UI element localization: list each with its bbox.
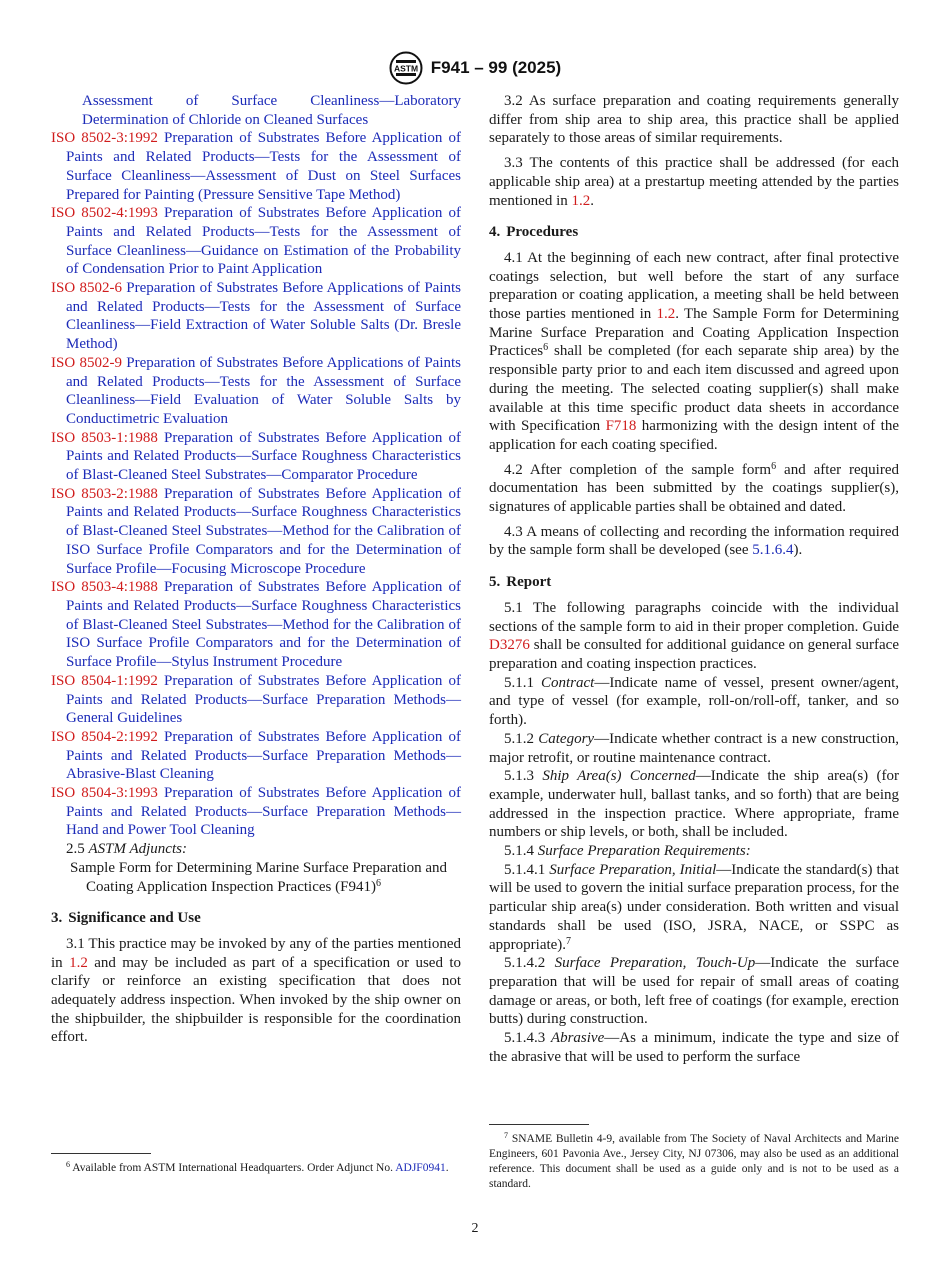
iso-reference-entry [51,672,461,728]
paragraph-5-1-1: 5.1.1 Contract—Indicate name of vessel, present owner/agent, and type of vessel (for example, roll-on/roll-off, tanker, and so forth). [489,674,900,729]
footnote-7: $^7$ SNAME Bulletin 4-9, available from The Society of Naval Architects and Marine Engineers, 601 Pavonia Ave., Jersey City, NJ 07306, may also be used as an additional reference. This document shall be used as a guide only and is not to be used as a standard. [489,1131,899,1190]
reference-code-link[interactable]: ISO 8503-4:1988 [51,579,158,596]
page-number: 2 [471,1221,479,1236]
paragraph-5-1: 5.1 The following paragraphs coincide with the individual sections of the sample form to aid in their proper completion. Guide D3276 shall be consulted for additional guidance on general surface preparation and coating inspection practices. [489,599,899,672]
reference-code-link[interactable]: ISO 8502-9 [51,354,122,371]
reference-title-link[interactable]: Preparation of Substrates Before Application of Paints and Related Products—Tests for the Assessment of Surface Cleanliness—Guidance on Estimation of the Probability of Condensation Prior to Paint Application [66,205,461,278]
reference-title-link[interactable]: Preparation of Substrates Before Application of Paints and Related Products—Surface Roughness Characteristics of Blast-Cleaned Steel Substrates—Comparator Procedure [66,429,461,484]
iso-reference-entry [51,204,461,279]
section-3-heading: 3. Significance and Use [51,910,201,927]
iso-reference-entry [51,485,461,579]
reference-code-link[interactable]: ISO 8504-1:1992 [51,672,158,689]
iso-reference-entry [51,279,461,354]
section-4-heading: 4. Procedures [489,224,579,241]
paragraph-5-1-3: 5.1.3 Ship Area(s) Concerned—Indicate the ship area(s) (for example, underwater hull, ballast tanks, and so forth) that are being addressed in the inspection practice. Where appropriate, frame numbers or ship levels, or both, shall be included. [489,768,900,841]
adjunct-entry: Sample Form for Determining Marine Surface Preparation and Coating Application Inspection Practices $(F941)^6$ [70,859,447,895]
iso-reference-entry [51,429,461,485]
reference-title-link[interactable]: Preparation of Substrates Before Application of Paints and Related Products—Surface Preparation Methods—General Guidelines [66,672,461,727]
section-link[interactable]: 1.2 [571,192,591,209]
iso-reference-entry [51,728,461,784]
svg-text:ASTM: ASTM [393,63,418,74]
iso-reference-entry [51,129,461,204]
paragraph-5-1-4-2: 5.1.4.2 Surface Preparation, Touch-Up—Indicate the surface preparation that will be used for repair of small areas of coating damage or areas, or both, left free of coatings (for example, erection butts) during construction. [489,955,900,1028]
reference-code-link[interactable]: ISO 8502-4:1993 [51,205,158,222]
paragraph-5-1-4-1: 5.1.4.1 Surface Preparation, Initial—Indicate the standard(s) that will be used to govern the initial surface preparation process, for the particular ship area(s) under consideration. Both written and visual standards shall be used (ISO, JSRA, NACE, or SSPC as appropriate).$^7$ [489,861,899,953]
paragraph-5-1-4-3: 5.1.4.3 Abrasive—As a minimum, indicate the type and size of the abrasive that will be used to perform the surface [489,1030,899,1065]
iso-reference-entry [51,578,461,672]
reference-code-link[interactable]: ISO 8503-1:1988 [51,429,158,446]
iso-reference-entry [51,354,461,429]
footnote-6: $^6$ Available from ASTM International Headquarters. Order Adjunct No. ADJF0941. [66,1160,449,1174]
iso-reference-list [51,129,461,840]
document-designation: F941 – 99 (2025) [430,58,562,77]
section-link[interactable]: 1.2 [656,306,676,323]
reference-code-link[interactable]: ISO 8502-6 [51,280,122,297]
iso-reference-entry [51,784,461,840]
reference-title-link[interactable]: Preparation of Substrates Before Application of Paints and Related Products—Surface Preparation Methods—Hand and Power Tool Cleaning [66,785,461,839]
section-link[interactable]: 5.1.6.4 [752,542,794,559]
footnote-divider [489,1124,589,1125]
reference-title-link[interactable]: Preparation of Substrates Before Application of Paints and Related Products—Tests for the Assessment of Surface Cleanliness—Assessment of Dust on Steel Surfaces Prepared for Painting (Pressure Sensitive Tape Method) [66,130,461,203]
right-column [489,92,899,1066]
reference-title-link[interactable]: Preparation of Substrates Before Application of Paints and Related Products—Surface Roughness Characteristics of Blast-Cleaned Steel Substrates—Method for the Calibration of ISO Surface Profile Comparators and for the Determination of Surface Profile—Focusing Microscope Procedure [66,485,461,577]
paragraph-3-3: 3.3 The contents of this practice shall be addressed (for each applicable ship area) at a prestartup meeting attended by the parties mentioned in 1.2. [489,155,899,209]
section-link[interactable]: 1.2 [69,954,88,971]
paragraph-3-1: 3.1 This practice may be invoked by any of the parties mentioned in 1.2 and may be included as part of a specification or used to clarify or reinforce an existing specification that does not adequately address inspection. When invoked by the ship owner on the shipbuilder, the shipbuilder is responsible for the coordination effort. [51,935,461,1046]
reference-code-link[interactable]: ISO 8504-2:1992 [51,728,158,745]
adjunct-link[interactable]: ADJF0941 [395,1162,446,1174]
page-header [0,50,950,86]
section-2-5-heading: 2.5 ASTM Adjuncts: [66,841,187,858]
reference-title-link[interactable]: Preparation of Substrates Before Application of Paints and Related Products—Surface Preparation Methods—Abrasive-Blast Cleaning [66,728,461,783]
reference-title-link[interactable]: Preparation of Substrates Before Applications of Paints and Related Products—Tests for the Assessment of Surface Cleanliness—Field Extraction of Water Soluble Salts (Dr. Bresle Method) [66,280,462,353]
paragraph-3-2: 3.2 As surface preparation and coating requirements generally differ from ship area to ship area, this practice shall be applied separately to those areas of similar requirements. [489,93,899,147]
standard-link[interactable]: D3276 [489,637,530,654]
paragraph-4-1: 4.1 At the beginning of each new contract, after final protective coatings selection, but well before the start of any surface preparation or coating application, a meeting shall be held between those parties mentioned in 1.2. The Sample Form for Determining Marine Surface Preparation and Coating Application Inspection Practices$^6$ shall be completed (for each separate ship area) by the responsible party prior to and each item discussed and agreed upon during the meeting. The selected coating supplier(s) shall make available at this time specific product data sheets in accordance with Specification F718 harmonizing with the design intent of the application for each coating specified. [489,249,899,453]
standard-link[interactable]: F718 [605,418,637,435]
left-column [51,92,461,1047]
section-5-heading: 5. Report [489,574,552,591]
astm-logo-icon [389,51,423,85]
reference-code-link[interactable]: ISO 8502-3:1992 [51,130,158,147]
reference-code-link[interactable]: ISO 8504-3:1993 [51,785,158,802]
reference-title-link[interactable]: Preparation of Substrates Before Applications of Paints and Related Products—Tests for the Assessment of Surface Cleanliness—Field Evaluation of Water Soluble Salts by Conductimetric Evaluation [66,354,462,427]
paragraph-5-1-4: 5.1.4 Surface Preparation Requirements: [504,843,751,860]
footnote-divider [51,1153,151,1154]
reference-code-link[interactable]: ISO 8503-2:1988 [51,485,158,502]
paragraph-4-2: 4.2 After completion of the sample form$^6$ and after required documentation has been submitted by the coatings supplier(s), signatures of applicable parties shall be obtained and dated. [489,460,899,516]
reference-continued[interactable]: Assessment of Surface Cleanliness—Laboratory Determination of Chloride on Cleaned Surfaces [82,93,461,128]
reference-title-link[interactable]: Preparation of Substrates Before Application of Paints and Related Products—Surface Roughness Characteristics of Blast-Cleaned Steel Substrates—Method for the Calibration of ISO Surface Profile Comparators and for the Determination of Surface Profile—Stylus Instrument Procedure [66,579,461,671]
paragraph-5-1-2: 5.1.2 Category—Indicate whether contract is a new construction, major retrofit, or routine maintenance contract. [489,730,899,766]
paragraph-4-3: 4.3 A means of collecting and recording the information required by the sample form shall be developed (see 5.1.6.4). [489,523,899,559]
